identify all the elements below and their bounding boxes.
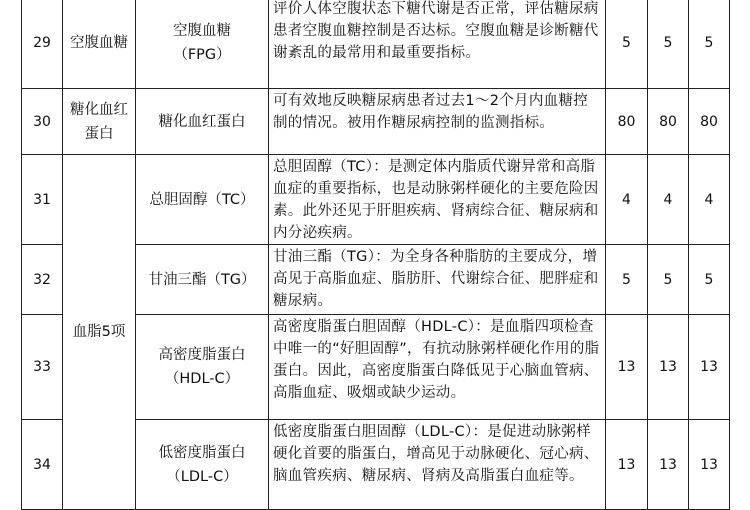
row-number: 30 xyxy=(22,89,63,155)
item-code-line: （LDL-C） xyxy=(166,468,238,485)
category-cell xyxy=(63,155,136,510)
value-cell: 80 xyxy=(648,89,689,155)
value-cell: 5 xyxy=(606,245,648,315)
value-cell: 5 xyxy=(689,0,730,89)
category-cell xyxy=(63,89,136,155)
table-row xyxy=(22,89,730,155)
value-cell: 5 xyxy=(606,0,648,89)
category-label-line: 糖化血红 xyxy=(70,101,128,118)
item-name-line: 高密度脂蛋白 xyxy=(158,347,246,363)
value-cell: 4 xyxy=(689,155,730,245)
value-cell: 5 xyxy=(689,245,730,315)
value-cell: 5 xyxy=(648,245,689,315)
value-cell: 13 xyxy=(689,420,730,510)
item-name-line: 总胆固醇（TC） xyxy=(149,191,255,208)
item-name-line: 糖化血红蛋白 xyxy=(158,113,246,130)
item-name-line: 甘油三酯（TG） xyxy=(148,271,256,288)
item-code-line: （HDL-C） xyxy=(164,371,240,387)
description-cell: 甘油三酯（TG）：为全身各种脂肪的主要成分，增高见于高脂血症、脂肪肝、代谢综合征、肥胖症和糖尿病。 xyxy=(269,245,606,315)
category-label: 空腹血糖 xyxy=(70,34,128,51)
value-cell: 4 xyxy=(606,155,648,245)
row-number: 32 xyxy=(22,245,63,315)
description-cell: 低密度脂蛋白胆固醇（LDL-C）：是促进动脉粥样硬化首要的脂蛋白，增高见于动脉硬化、冠心病、脑血管疾病、糖尿病、肾病及高脂蛋白血症等。 xyxy=(269,420,606,510)
exam-items-table xyxy=(21,0,730,510)
category-label-line: 蛋白 xyxy=(84,125,114,142)
value-cell: 5 xyxy=(648,0,689,89)
row-number: 34 xyxy=(22,420,63,510)
item-name-cell xyxy=(136,245,269,315)
item-name-cell xyxy=(136,0,269,89)
item-name-cell xyxy=(136,420,269,510)
description-cell: 总胆固醇（TC）：是测定体内脂质代谢异常和高脂血症的重要指标，也是动脉粥样硬化的主要危险因素。此外还见于肝胆疾病、肾病综合征、糖尿病和内分泌疾病。 xyxy=(269,155,606,245)
value-cell: 13 xyxy=(689,315,730,420)
value-cell: 13 xyxy=(606,420,648,510)
row-number: 33 xyxy=(22,315,63,420)
category-cell xyxy=(63,0,136,89)
value-cell: 13 xyxy=(648,315,689,420)
row-number: 31 xyxy=(22,155,63,245)
item-name-line: 空腹血糖 xyxy=(173,22,231,39)
item-name-cell xyxy=(136,155,269,245)
description-cell: 评价人体空腹状态下糖代谢是否正常，评估糖尿病患者空腹血糖控制是否达标。空腹血糖是诊断糖代谢紊乱的最常用和最重要指标。 xyxy=(269,0,606,89)
item-name-line: 低密度脂蛋白 xyxy=(158,444,246,461)
item-name-cell xyxy=(136,315,269,420)
value-cell: 13 xyxy=(606,315,648,420)
table-row xyxy=(22,0,730,89)
item-code-line: （FPG） xyxy=(173,46,231,63)
description-cell: 可有效地反映糖尿病患者过去1～2个月内血糖控制的情况。被用作糖尿病控制的监测指标。 xyxy=(269,89,606,155)
value-cell: 13 xyxy=(648,420,689,510)
value-cell: 80 xyxy=(689,89,730,155)
table-row xyxy=(22,155,730,245)
value-cell: 80 xyxy=(606,89,648,155)
row-number: 29 xyxy=(22,0,63,89)
category-label: 血脂5项 xyxy=(72,324,126,340)
value-cell: 4 xyxy=(648,155,689,245)
description-cell: 高密度脂蛋白胆固醇（HDL-C）：是血脂四项检查中唯一的“好胆固醇”，有抗动脉粥样硬化作用的脂蛋白。因此，高密度脂蛋白降低见于心脑血管病、高脂血症、吸烟或缺少运动。 xyxy=(269,315,606,420)
item-name-cell xyxy=(136,89,269,155)
